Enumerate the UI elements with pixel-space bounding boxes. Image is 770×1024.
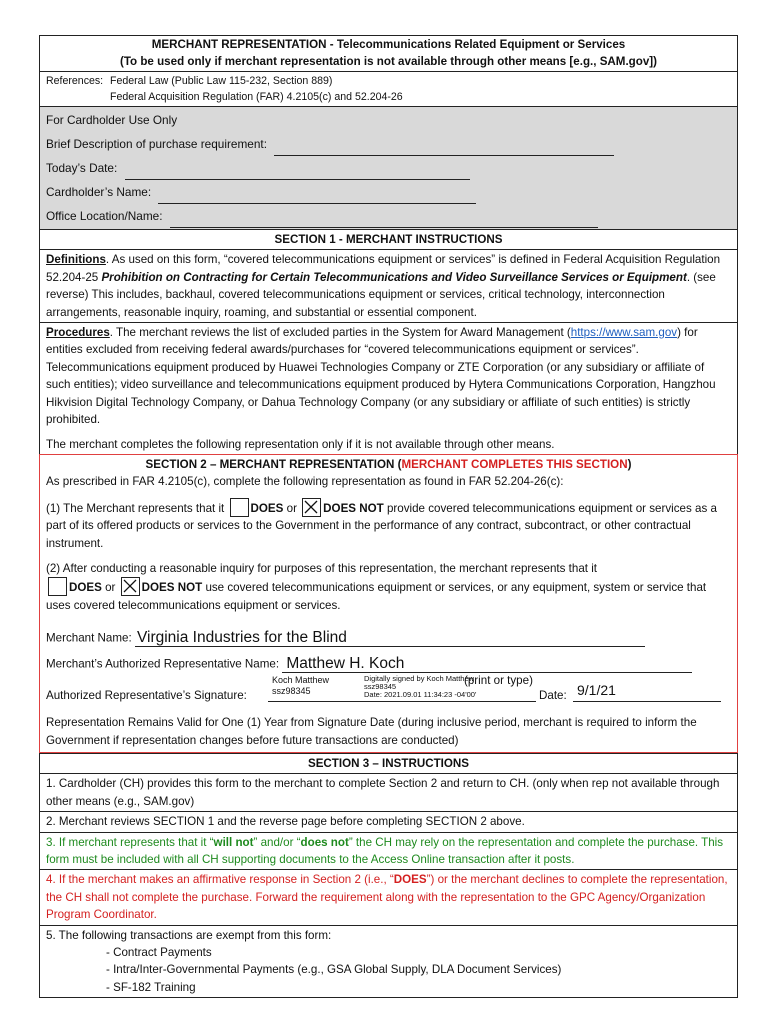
section3-heading: SECTION 3 – INSTRUCTIONS [40, 753, 737, 774]
definitions-prohibition-title: Prohibition on Contracting for Certain Telecommunications and Video Surveillance Services or Equipment [101, 270, 687, 284]
item2-does-not-label: DOES NOT [141, 581, 203, 595]
office-location-field[interactable] [170, 215, 598, 228]
signature-label: Authorized Representative’s Signature: [46, 688, 247, 702]
section3-item5 [40, 926, 737, 998]
title-line-1: MERCHANT REPRESENTATION - Telecommunications Related Equipment or Services [151, 38, 626, 51]
section2-heading-b: ) [627, 457, 632, 471]
sam-gov-link[interactable]: https://www.sam.gov [570, 326, 678, 340]
signature-name-2: ssz98345 [272, 686, 311, 697]
section2-heading [46, 456, 731, 473]
representative-name-value: Matthew H. Koch [286, 654, 405, 672]
item3-does-not: does not [300, 835, 349, 849]
definitions-text-b: . (see reverse) This includes, backhaul, covered telecommunications equipment or services, critical technology, interconnection arrangements, reasonable inquiry, roaming, and substantial or essential component. [46, 270, 716, 319]
signature-date-value: 9/1/21 [577, 681, 616, 698]
procedures-closing: The merchant completes the following representation only if it is not available through other means. [46, 438, 555, 452]
item2-does-label: DOES [69, 581, 102, 595]
reference-2: Federal Acquisition Regulation (FAR) 4.2105(c) and 52.204-26 [110, 91, 403, 103]
exempt-item: - SF-182 Training [106, 980, 196, 994]
signature-date-field[interactable] [573, 681, 721, 702]
representative-name-row [46, 654, 731, 674]
cardholder-name-field[interactable] [158, 191, 476, 204]
title-line-2: (To be used only if merchant representation is not available through other means [e.g., SAM.gov]) [119, 54, 658, 68]
item1 [46, 498, 731, 552]
section3-item3 [40, 833, 737, 871]
item3-text-d: ” the CH may rely on the representation and complete the purchase. This form must be included with all CH supporting documents to the Access Online transaction after it posts. [46, 835, 724, 866]
item4-does: DOES [393, 873, 427, 887]
item1-does-checkbox[interactable] [230, 498, 249, 517]
cardholder-heading: For Cardholder Use Only [46, 113, 178, 127]
item5-text: 5. The following transactions are exempt from this form: [46, 928, 332, 942]
cardholder-name-label: Cardholder’s Name: [46, 185, 152, 199]
merchant-name-value: Virginia Industries for the Blind [136, 628, 347, 646]
item3-will-not: will not [213, 835, 254, 849]
item2-does-checkbox[interactable] [48, 577, 67, 596]
digital-signature-date: Date: 2021.09.01 11:34:23 -04'00' [364, 690, 477, 700]
signature-row [46, 674, 731, 706]
references-label: References: [46, 75, 104, 87]
procedures-text-a: . The merchant reviews the list of excluded parties in the System for Award Management ( [109, 326, 571, 340]
procedures-text-b: ) for entities excluded from receiving federal awards/purchases for “covered telecommunications equipment or services”. Telecommunications equipment produced by Huawei Technologies Company or ZTE Corporation (or any subsidiary or affiliate of such entities); video surveillance and telecommunications equipment produced by Hytera Communications Corporation, Hangzhou Hikvision Digital Technology Company, or Dahua Technology Company (or any subsidiary or affiliate of such entities) is strictly prohibited. [46, 326, 716, 427]
item1-does-label: DOES [250, 501, 284, 515]
checkmark-x-icon [122, 578, 138, 594]
section3-item1: 1. Cardholder (CH) provides this form to the merchant to complete Section 2 and return to CH. (only when rep not available through other means (e.g., SAM.gov) [40, 774, 737, 812]
section2-heading-red: MERCHANT COMPLETES THIS SECTION [401, 457, 628, 471]
section3-item4 [40, 870, 737, 925]
todays-date-field[interactable] [125, 167, 470, 180]
definitions [40, 250, 737, 323]
signature-name-1: Koch Matthew [272, 675, 330, 686]
item2-text-b: use covered telecommunications equipment or services, or any equipment, system or service that uses covered telecommunications equipment or services. [46, 581, 707, 612]
purchase-description-field[interactable] [274, 143, 614, 156]
item3-text-c: ” and/or “ [253, 835, 301, 849]
item1-text-b: provide covered telecommunications equipment or services as a part of its offered products or services to the Government in the performance of any contract, subcontract, or other contractual instrument. [46, 501, 717, 550]
item1-does-not-checkbox[interactable] [302, 498, 321, 517]
section3-item2: 2. Merchant reviews SECTION 1 and the reverse page before completing SECTION 2 above. [40, 812, 737, 832]
merchant-name-label: Merchant Name: [46, 631, 132, 645]
exempt-item: - Intra/Inter-Governmental Payments (e.g., GSA Global Supply, DLA Document Services) [106, 963, 562, 977]
digital-signature-line-2: ssz98345 [364, 682, 397, 692]
section2-body [40, 455, 737, 752]
exempt-item: - Contract Payments [106, 946, 212, 959]
procedures [40, 323, 737, 455]
item1-text-a: (1) The Merchant represents that it [46, 501, 225, 515]
references [40, 72, 737, 107]
section2 [39, 454, 738, 753]
validity-note: Representation Remains Valid for One (1) Year from Signature Date (during inclusive period, merchant is required to inform the Government if representation changes before future transactions are conducted) [46, 716, 697, 747]
section1-heading: SECTION 1 - MERCHANT INSTRUCTIONS [40, 230, 737, 250]
merchant-representation-form [39, 35, 738, 998]
representative-name-field[interactable] [282, 654, 692, 673]
reference-1: Federal Law (Public Law 115-232, Section 889) [110, 75, 333, 87]
definitions-label: Definitions [46, 253, 106, 267]
procedures-label: Procedures [46, 326, 110, 340]
item1-or: or [286, 501, 297, 515]
digital-signature-line-1: Digitally signed by Koch Matthew [364, 674, 475, 684]
representative-name-label: Merchant’s Authorized Representative Name: [46, 657, 280, 671]
item1-does-not-label: DOES NOT [323, 501, 384, 515]
section2-intro: As prescribed in FAR 4.2105(c), complete the following representation as found in FAR 52.204-26(c): [46, 475, 564, 489]
form-title [40, 36, 737, 72]
item2 [46, 560, 731, 614]
merchant-name-field[interactable] [135, 628, 645, 647]
definitions-text-a: . As used on this form, “covered telecommunications equipment or services” is defined in Federal Acquisition Regulation 52.204-25 [46, 253, 721, 284]
merchant-name-row [46, 628, 731, 648]
item2-does-not-checkbox[interactable] [121, 577, 140, 596]
item4-text-a: 4. If the merchant makes an affirmative response in Section 2 (i.e., “ [46, 873, 394, 887]
todays-date-label: Today’s Date: [46, 161, 118, 175]
print-or-type-note: (print or type) [464, 674, 533, 688]
office-location-label: Office Location/Name: [46, 209, 163, 223]
signature-date-label: Date: [539, 688, 567, 702]
item4-text-c: ”) or the merchant declines to complete the representation, the CH shall not complete the purchase. Forward the requirement along with the representation to the GPC Agency/Organization Program Coordinator. [46, 873, 728, 922]
item2-or: or [105, 581, 116, 595]
cardholder-section [40, 107, 737, 230]
item2-text-a: (2) After conducting a reasonable inquiry for purposes of this representation, the merchant represents that it [46, 561, 598, 575]
item3-text-a: 3. If merchant represents that it “ [46, 835, 214, 849]
section2-heading-a: SECTION 2 – MERCHANT REPRESENTATION ( [145, 457, 402, 471]
checkmark-x-icon [303, 499, 319, 515]
purchase-description-label: Brief Description of purchase requirement: [46, 137, 267, 151]
